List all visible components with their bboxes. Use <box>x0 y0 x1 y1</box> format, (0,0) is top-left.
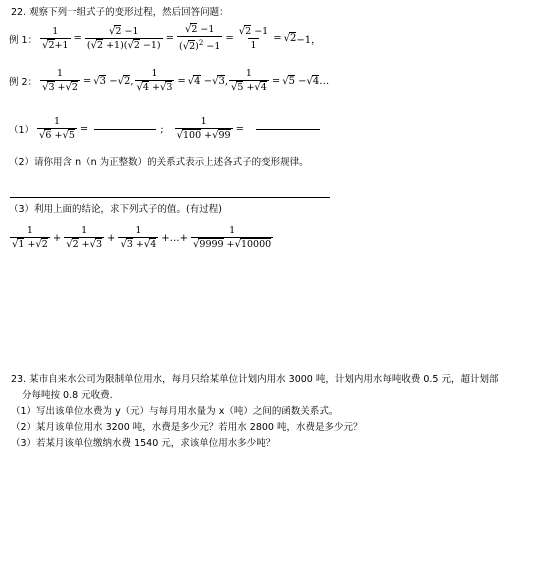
q22-example-1: 例 1： $\frac{1}{√2+1}$ = $\frac{√2 -1}{(√2 +1)(√2 -1)}$ = $\frac{√2 -1}{(√2)^2 -1}$ = $\frac{√2 -1}{1}$ = √2 −1， <box>9 24 322 53</box>
fraction: $\frac{1}{√3 +√4}$ <box>120 225 157 250</box>
last-term-a: 9999 <box>199 239 224 250</box>
q22-sum-expression: $\frac{1}{√1 +√2}$ + $\frac{1}{√2 +√3}$ + $\frac{1}{√3 +√4}$ +…+ $\frac{1}{√9999 +√10000}$ <box>12 225 272 250</box>
part-1-label: （1） <box>9 125 35 136</box>
fraction: $\frac{1}{√3 +√2}$ <box>42 68 78 93</box>
fraction: $\frac{1}{√5 +√4}$ <box>231 68 267 93</box>
q22-part-2: （2）请你用含 n（n 为正整数）的关系式表示上述各式子的变形规律。 <box>9 157 309 168</box>
answer-blank-1[interactable] <box>94 129 156 130</box>
example-2-tail: … <box>319 75 330 87</box>
example-2-label: 例 2： <box>9 77 38 88</box>
fraction: $\frac{1}{√100 +√99}$ <box>176 116 231 141</box>
fraction: $\frac{√2 -1}{(√2 +1)(√2 -1)}$ <box>86 25 161 51</box>
q22-part-3: （3）利用上面的结论，求下列式子的值。(有过程) <box>9 204 222 215</box>
answer-line[interactable] <box>10 197 330 198</box>
fraction: $\frac{√2 -1}{1}$ <box>238 25 269 51</box>
fraction: $\frac{1}{√1 +√2}$ <box>12 225 48 250</box>
q23-line-2: 分每吨按 0.8 元收费. <box>22 390 113 401</box>
example-1-tail: −1， <box>296 35 322 47</box>
q23-sub-1: （1）写出该单位水费为 y（元）与每月用水量为 x（吨）之间的函数关系式。 <box>11 406 339 417</box>
q23-line-1: 23. 某市自来水公司为限制单位用水，每月只给某单位计划内用水 3000 吨，计划内用水每吨收费 0.5 元，超计划部 <box>11 374 499 385</box>
last-term-b: 10000 <box>240 239 272 250</box>
ellipsis: +…+ <box>161 232 189 244</box>
fraction: $\frac{1}{√4 +√3}$ <box>136 68 173 93</box>
fraction: $\frac{√2 -1}{(√2)^2 -1}$ <box>179 24 221 53</box>
q22-example-2: 例 2： $\frac{1}{√3 +√2}$ = √3 −√2, $\frac{1}{√4 +√3}$ = √4 −√3, $\frac{1}{√5 +√4}$ = √5 −√4 … <box>9 68 330 93</box>
example-1-label: 例 1： <box>9 34 38 46</box>
q22-title: 22. 观察下列一组式子的变形过程，然后回答问题： <box>11 7 229 18</box>
q23-sub-3: （3）若某月该单位缴纳水费 1540 元，求该单位用水多少吨？ <box>11 438 276 449</box>
fraction: $\frac{1}{√6 +√5}$ <box>39 116 75 141</box>
fraction: $\frac{1}{√2 +√3}$ <box>66 225 103 250</box>
q23-sub-2: （2）某月该单位用水 3200 吨，水费是多少元？若用水 2800 吨，水费是多少元？ <box>11 422 363 433</box>
fraction: $\frac{1}{√2+1}$ <box>42 25 69 51</box>
answer-blank-2[interactable] <box>256 129 320 130</box>
fraction: $\frac{1}{√9999 +√10000}$ <box>193 225 272 250</box>
q22-part-1: （1） $\frac{1}{√6 +√5}$ = ; $\frac{1}{√100 +√99}$ = <box>9 116 320 142</box>
